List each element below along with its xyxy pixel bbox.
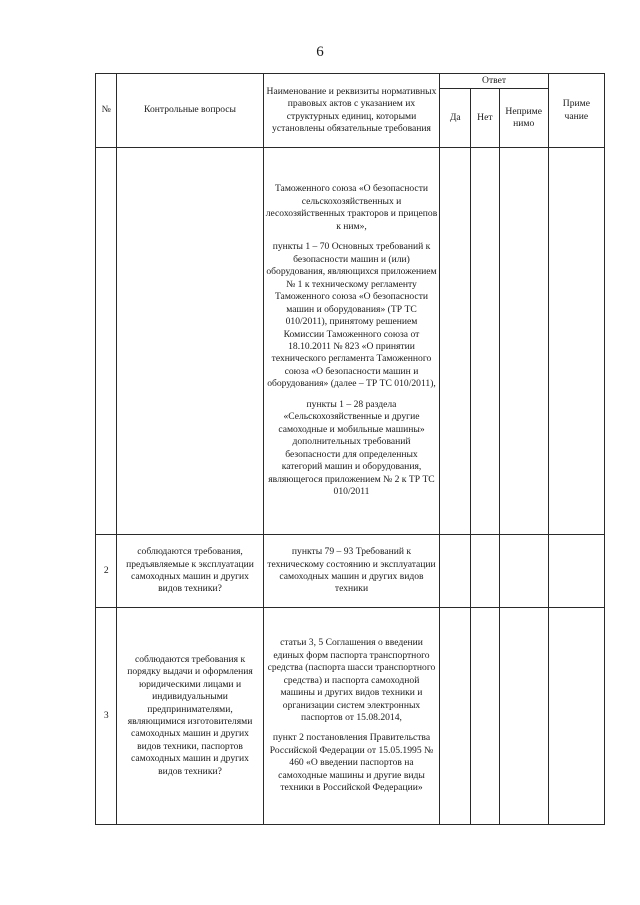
row-question: соблюдаются требования к порядку выдачи и оформления юридическими лицами и индивидуальными предпринимателями, являющимися изготовителями самоходных машин и других видов техники, паспортов самоходных машин и других видов техники? bbox=[117, 608, 263, 825]
answer-not-applicable-cell[interactable] bbox=[499, 608, 548, 825]
answer-no-cell[interactable] bbox=[471, 535, 500, 608]
header-questions: Контрольные вопросы bbox=[117, 74, 263, 148]
checklist-table bbox=[95, 73, 605, 825]
header-yes: Да bbox=[440, 89, 471, 148]
row-number: 2 bbox=[96, 535, 117, 608]
header-not-applicable: Неприме нимо bbox=[499, 89, 548, 148]
act-paragraph: пункты 1 – 28 раздела «Сельскохозяйственные и другие самоходные и мобильные машины» дополнительных требований безопасности для определенных категорий машин и оборудования, являющегося приложением № 2 к ТР ТС 010/2011 bbox=[268, 398, 435, 498]
act-paragraph: пункт 2 постановления Правительства Российской Федерации от 15.05.1995 № 460 «О введении паспортов на самоходные машины и другие виды техники в Российской Федерации» bbox=[269, 732, 434, 794]
header-acts: Наименование и реквизиты нормативных правовых актов с указанием их структурных единиц, которыми установлены обязательные требования bbox=[263, 74, 440, 148]
page-number: 6 bbox=[316, 44, 324, 60]
answer-yes-cell[interactable] bbox=[440, 608, 471, 825]
row-number: 3 bbox=[96, 608, 117, 825]
note-cell[interactable] bbox=[548, 535, 604, 608]
note-cell[interactable] bbox=[548, 608, 604, 825]
row-acts bbox=[263, 535, 440, 608]
header-no: Нет bbox=[471, 89, 500, 148]
note-cell[interactable] bbox=[548, 148, 604, 535]
row-number bbox=[96, 148, 117, 535]
act-paragraph: пункты 79 – 93 Требований к техническому состоянию и эксплуатации самоходных машин и других видов техники bbox=[267, 546, 436, 595]
table-row bbox=[96, 608, 605, 825]
header-number: № bbox=[96, 74, 117, 148]
row-question: соблюдаются требования, предъявляемые к эксплуатации самоходных машин и других видов техники? bbox=[117, 535, 263, 608]
header-note: Приме чание bbox=[548, 74, 604, 148]
answer-not-applicable-cell[interactable] bbox=[499, 148, 548, 535]
header-answer: Ответ bbox=[440, 74, 548, 89]
table-row bbox=[96, 148, 605, 535]
row-acts bbox=[263, 608, 440, 825]
act-paragraph: пункты 1 – 70 Основных требований к безопасности машин и (или) оборудования, являющихся приложением № 1 к техническому регламенту Таможенного союза «О безопасности машин и оборудования» (ТР ТС 010/2011), принятому решением Комиссии Таможенного союза от 18.10.2011 № 823 «О принятии технического регламента Таможенного союза «О безопасности машин и оборудования» (далее – ТР ТС 010/2011), bbox=[266, 241, 437, 390]
header-row bbox=[96, 74, 605, 89]
act-paragraph: статьи 3, 5 Соглашения о введении единых форм паспорта транспортного средства (паспорта шасси транспортного средства) и паспорта самоходной машины и других видов техники и организации систем электронных паспортов от 15.08.2014, bbox=[267, 637, 436, 723]
answer-no-cell[interactable] bbox=[471, 148, 500, 535]
act-paragraph: Таможенного союза «О безопасности сельскохозяйственных и лесохозяйственных тракторов и прицепов к ним», bbox=[265, 183, 438, 232]
table-row bbox=[96, 535, 605, 608]
row-question bbox=[117, 148, 263, 535]
answer-yes-cell[interactable] bbox=[440, 535, 471, 608]
answer-yes-cell[interactable] bbox=[440, 148, 471, 535]
row-acts bbox=[263, 148, 440, 535]
answer-not-applicable-cell[interactable] bbox=[499, 535, 548, 608]
answer-no-cell[interactable] bbox=[471, 608, 500, 825]
